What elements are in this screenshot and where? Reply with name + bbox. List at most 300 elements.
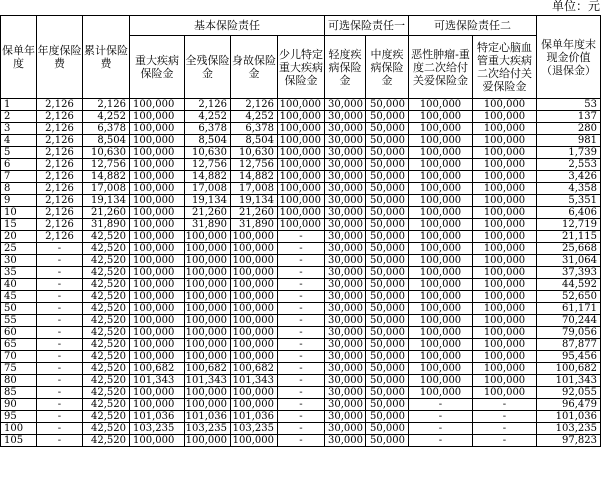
- cell-moderate: 50,000: [366, 231, 409, 243]
- cell-malignant-tumor: 100,000: [409, 291, 473, 303]
- cell-year: 50: [1, 303, 37, 315]
- cell-child-special: -: [278, 327, 325, 339]
- table-row: [1, 195, 601, 207]
- cell-child-special: -: [278, 279, 325, 291]
- cell-cash-value: 87,877: [537, 339, 601, 351]
- cell-cash-value: 6,406: [537, 207, 601, 219]
- cell-child-special: 100,000: [278, 159, 325, 171]
- cell-child-special: -: [278, 243, 325, 255]
- cell-malignant-tumor: -: [409, 399, 473, 411]
- cell-death: 4,252: [231, 111, 278, 123]
- table-row: [1, 243, 601, 255]
- cell-mild: 30,000: [325, 387, 366, 399]
- cell-cash-value: 31,064: [537, 255, 601, 267]
- cell-critical: 100,000: [130, 399, 185, 411]
- cell-cardio: 100,000: [473, 243, 537, 255]
- cell-cash-value: 2,553: [537, 159, 601, 171]
- cell-malignant-tumor: 100,000: [409, 303, 473, 315]
- cell-cardio: 100,000: [473, 207, 537, 219]
- cell-death: 100,000: [231, 243, 278, 255]
- cell-death: 100,000: [231, 435, 278, 447]
- cell-malignant-tumor: -: [409, 435, 473, 447]
- table-row: [1, 327, 601, 339]
- header-year: 保单年度: [1, 16, 37, 99]
- cell-cash-value: 95,456: [537, 351, 601, 363]
- cell-critical: 100,000: [130, 195, 185, 207]
- cell-year: 80: [1, 375, 37, 387]
- cell-critical: 100,000: [130, 207, 185, 219]
- header-death: 身故保险金: [231, 36, 278, 99]
- cell-critical: 100,000: [130, 327, 185, 339]
- cell-moderate: 50,000: [366, 111, 409, 123]
- cell-cash-value: 103,235: [537, 423, 601, 435]
- table-row: [1, 315, 601, 327]
- cell-child-special: -: [278, 363, 325, 375]
- cell-cardio: 100,000: [473, 195, 537, 207]
- cell-annual-premium: -: [37, 291, 83, 303]
- cell-cash-value: 52,650: [537, 291, 601, 303]
- cell-cash-value: 101,036: [537, 411, 601, 423]
- cell-critical: 100,000: [130, 255, 185, 267]
- cell-cardio: 100,000: [473, 135, 537, 147]
- cell-cash-value: 53: [537, 99, 601, 111]
- cell-death: 12,756: [231, 159, 278, 171]
- cell-cumulative-premium: 12,756: [83, 159, 130, 171]
- cell-annual-premium: -: [37, 387, 83, 399]
- cell-cardio: 100,000: [473, 159, 537, 171]
- cell-malignant-tumor: 100,000: [409, 183, 473, 195]
- cell-mild: 30,000: [325, 435, 366, 447]
- cell-cardio: 100,000: [473, 339, 537, 351]
- cell-year: 2: [1, 111, 37, 123]
- table-row: [1, 291, 601, 303]
- cell-death: 6,378: [231, 123, 278, 135]
- cell-child-special: -: [278, 315, 325, 327]
- cell-death: 100,000: [231, 279, 278, 291]
- table-row: [1, 207, 601, 219]
- cell-cardio: 100,000: [473, 231, 537, 243]
- table-row: [1, 231, 601, 243]
- cell-child-special: 100,000: [278, 147, 325, 159]
- cell-critical: 100,000: [130, 243, 185, 255]
- cell-cash-value: 100,682: [537, 363, 601, 375]
- cell-child-special: -: [278, 351, 325, 363]
- cell-malignant-tumor: 100,000: [409, 231, 473, 243]
- cell-year: 7: [1, 171, 37, 183]
- cell-child-special: -: [278, 303, 325, 315]
- cell-year: 65: [1, 339, 37, 351]
- cell-year: 35: [1, 267, 37, 279]
- cell-mild: 30,000: [325, 399, 366, 411]
- cell-full-rest: 10,630: [185, 147, 231, 159]
- cell-moderate: 50,000: [366, 135, 409, 147]
- cell-moderate: 50,000: [366, 183, 409, 195]
- cell-year: 60: [1, 327, 37, 339]
- cell-annual-premium: -: [37, 315, 83, 327]
- cell-year: 95: [1, 411, 37, 423]
- cell-malignant-tumor: 100,000: [409, 267, 473, 279]
- header-moderate: 中度疾病保险金: [366, 36, 409, 99]
- table-row: [1, 363, 601, 375]
- cell-cardio: -: [473, 435, 537, 447]
- cell-cardio: 100,000: [473, 375, 537, 387]
- cell-malignant-tumor: 100,000: [409, 387, 473, 399]
- cell-moderate: 50,000: [366, 219, 409, 231]
- cell-moderate: 50,000: [366, 315, 409, 327]
- cell-annual-premium: 2,126: [37, 99, 83, 111]
- cell-full-rest: 100,000: [185, 243, 231, 255]
- cell-death: 103,235: [231, 423, 278, 435]
- benefit-table: [0, 15, 601, 447]
- cell-year: 40: [1, 279, 37, 291]
- cell-child-special: 100,000: [278, 111, 325, 123]
- cell-death: 101,036: [231, 411, 278, 423]
- table-row: [1, 351, 601, 363]
- cell-cardio: 100,000: [473, 183, 537, 195]
- cell-mild: 30,000: [325, 267, 366, 279]
- cell-mild: 30,000: [325, 339, 366, 351]
- cell-year: 3: [1, 123, 37, 135]
- cell-cardio: 100,000: [473, 387, 537, 399]
- cell-cardio: 100,000: [473, 267, 537, 279]
- cell-full-rest: 100,682: [185, 363, 231, 375]
- cell-moderate: 50,000: [366, 147, 409, 159]
- cell-cumulative-premium: 42,520: [83, 387, 130, 399]
- cell-full-rest: 100,000: [185, 291, 231, 303]
- cell-cumulative-premium: 4,252: [83, 111, 130, 123]
- cell-death: 10,630: [231, 147, 278, 159]
- cell-year: 75: [1, 363, 37, 375]
- cell-year: 45: [1, 291, 37, 303]
- cell-death: 17,008: [231, 183, 278, 195]
- cell-death: 100,000: [231, 327, 278, 339]
- cell-critical: 100,000: [130, 147, 185, 159]
- cell-critical: 100,000: [130, 279, 185, 291]
- cell-cardio: 100,000: [473, 279, 537, 291]
- table-row: [1, 303, 601, 315]
- cell-moderate: 50,000: [366, 99, 409, 111]
- cell-moderate: 50,000: [366, 243, 409, 255]
- cell-cumulative-premium: 42,520: [83, 339, 130, 351]
- cell-malignant-tumor: 100,000: [409, 195, 473, 207]
- cell-cardio: 100,000: [473, 291, 537, 303]
- cell-malignant-tumor: 100,000: [409, 255, 473, 267]
- header-child-special: 少儿特定重大疾病保险金: [278, 36, 325, 99]
- cell-cumulative-premium: 42,520: [83, 399, 130, 411]
- cell-cardio: -: [473, 399, 537, 411]
- cell-cash-value: 137: [537, 111, 601, 123]
- cell-cumulative-premium: 42,520: [83, 327, 130, 339]
- cell-cash-value: 12,719: [537, 219, 601, 231]
- table-row: [1, 219, 601, 231]
- table-row: [1, 339, 601, 351]
- cell-malignant-tumor: 100,000: [409, 351, 473, 363]
- cell-malignant-tumor: 100,000: [409, 111, 473, 123]
- cell-mild: 30,000: [325, 99, 366, 111]
- cell-year: 85: [1, 387, 37, 399]
- cell-year: 55: [1, 315, 37, 327]
- cell-moderate: 50,000: [366, 303, 409, 315]
- cell-annual-premium: -: [37, 351, 83, 363]
- cell-annual-premium: 2,126: [37, 159, 83, 171]
- cell-full-rest: 100,000: [185, 231, 231, 243]
- cell-death: 21,260: [231, 207, 278, 219]
- cell-year: 9: [1, 195, 37, 207]
- cell-year: 10: [1, 207, 37, 219]
- cell-annual-premium: 2,126: [37, 111, 83, 123]
- cell-full-rest: 101,036: [185, 411, 231, 423]
- cell-moderate: 50,000: [366, 363, 409, 375]
- cell-critical: 100,000: [130, 123, 185, 135]
- cell-mild: 30,000: [325, 255, 366, 267]
- header-cumulative-premium: 累计保险费: [83, 16, 130, 99]
- cell-critical: 100,000: [130, 111, 185, 123]
- cell-mild: 30,000: [325, 411, 366, 423]
- cell-cardio: 100,000: [473, 147, 537, 159]
- table-body: [1, 99, 601, 447]
- table-row: [1, 267, 601, 279]
- cell-cash-value: 37,393: [537, 267, 601, 279]
- cell-child-special: -: [278, 255, 325, 267]
- cell-moderate: 50,000: [366, 159, 409, 171]
- cell-cumulative-premium: 42,520: [83, 231, 130, 243]
- cell-cash-value: 3,426: [537, 171, 601, 183]
- cell-year: 6: [1, 159, 37, 171]
- cell-child-special: 100,000: [278, 123, 325, 135]
- header-mild: 轻度疾病保险金: [325, 36, 366, 99]
- cell-mild: 30,000: [325, 159, 366, 171]
- cell-child-special: -: [278, 423, 325, 435]
- header-full-rest: 全残保险金: [185, 36, 231, 99]
- cell-moderate: 50,000: [366, 411, 409, 423]
- cell-full-rest: 12,756: [185, 159, 231, 171]
- cell-year: 30: [1, 255, 37, 267]
- cell-cash-value: 79,056: [537, 327, 601, 339]
- cell-malignant-tumor: -: [409, 411, 473, 423]
- cell-full-rest: 100,000: [185, 267, 231, 279]
- cell-critical: 100,682: [130, 363, 185, 375]
- cell-moderate: 50,000: [366, 207, 409, 219]
- table-row: [1, 255, 601, 267]
- cell-annual-premium: -: [37, 303, 83, 315]
- cell-death: 100,000: [231, 255, 278, 267]
- cell-full-rest: 19,134: [185, 195, 231, 207]
- table-row: [1, 123, 601, 135]
- cell-cumulative-premium: 19,134: [83, 195, 130, 207]
- cell-critical: 100,000: [130, 183, 185, 195]
- cell-cumulative-premium: 42,520: [83, 291, 130, 303]
- cell-year: 4: [1, 135, 37, 147]
- cell-full-rest: 100,000: [185, 303, 231, 315]
- cell-child-special: -: [278, 387, 325, 399]
- cell-malignant-tumor: 100,000: [409, 243, 473, 255]
- cell-year: 15: [1, 219, 37, 231]
- cell-mild: 30,000: [325, 183, 366, 195]
- cell-full-rest: 100,000: [185, 339, 231, 351]
- cell-annual-premium: 2,126: [37, 135, 83, 147]
- cell-critical: 100,000: [130, 159, 185, 171]
- cell-cardio: 100,000: [473, 171, 537, 183]
- cell-mild: 30,000: [325, 231, 366, 243]
- table-row: [1, 147, 601, 159]
- cell-child-special: -: [278, 399, 325, 411]
- cell-child-special: 100,000: [278, 171, 325, 183]
- cell-full-rest: 100,000: [185, 399, 231, 411]
- cell-mild: 30,000: [325, 135, 366, 147]
- cell-death: 100,000: [231, 315, 278, 327]
- cell-annual-premium: -: [37, 399, 83, 411]
- cell-cardio: 100,000: [473, 351, 537, 363]
- cell-death: 100,000: [231, 303, 278, 315]
- cell-cardio: 100,000: [473, 303, 537, 315]
- cell-child-special: -: [278, 291, 325, 303]
- cell-critical: 100,000: [130, 135, 185, 147]
- cell-cash-value: 280: [537, 123, 601, 135]
- cell-malignant-tumor: 100,000: [409, 279, 473, 291]
- cell-full-rest: 100,000: [185, 351, 231, 363]
- cell-moderate: 50,000: [366, 339, 409, 351]
- header-malignant-tumor: 恶性肿瘤-重度二次给付关爱保险金: [409, 36, 473, 99]
- cell-critical: 100,000: [130, 291, 185, 303]
- cell-death: 100,682: [231, 363, 278, 375]
- cell-malignant-tumor: 100,000: [409, 207, 473, 219]
- table-row: [1, 423, 601, 435]
- cell-critical: 100,000: [130, 171, 185, 183]
- cell-critical: 100,000: [130, 303, 185, 315]
- cell-full-rest: 100,000: [185, 255, 231, 267]
- header-critical: 重大疾病保险金: [130, 36, 185, 99]
- cell-annual-premium: 2,126: [37, 123, 83, 135]
- header-annual-premium: 年度保险费: [37, 16, 83, 99]
- cell-moderate: 50,000: [366, 171, 409, 183]
- cell-cumulative-premium: 42,520: [83, 375, 130, 387]
- cell-death: 100,000: [231, 267, 278, 279]
- cell-death: 100,000: [231, 399, 278, 411]
- cell-annual-premium: -: [37, 435, 83, 447]
- cell-mild: 30,000: [325, 219, 366, 231]
- cell-death: 100,000: [231, 387, 278, 399]
- cell-cash-value: 21,115: [537, 231, 601, 243]
- cell-mild: 30,000: [325, 195, 366, 207]
- cell-moderate: 50,000: [366, 351, 409, 363]
- cell-cardio: 100,000: [473, 255, 537, 267]
- cell-moderate: 50,000: [366, 291, 409, 303]
- header-cash-value: 保单年度末现金价值（退保金）: [537, 16, 601, 99]
- cell-cumulative-premium: 42,520: [83, 423, 130, 435]
- table-row: [1, 387, 601, 399]
- cell-cumulative-premium: 42,520: [83, 267, 130, 279]
- cell-cumulative-premium: 17,008: [83, 183, 130, 195]
- cell-cardio: 100,000: [473, 111, 537, 123]
- cell-critical: 103,235: [130, 423, 185, 435]
- cell-cumulative-premium: 42,520: [83, 315, 130, 327]
- cell-mild: 30,000: [325, 291, 366, 303]
- cell-malignant-tumor: 100,000: [409, 327, 473, 339]
- cell-critical: 100,000: [130, 339, 185, 351]
- table-row: [1, 411, 601, 423]
- cell-critical: 100,000: [130, 315, 185, 327]
- cell-cumulative-premium: 42,520: [83, 243, 130, 255]
- cell-year: 90: [1, 399, 37, 411]
- cell-malignant-tumor: 100,000: [409, 123, 473, 135]
- cell-cumulative-premium: 42,520: [83, 255, 130, 267]
- cell-annual-premium: 2,126: [37, 219, 83, 231]
- cell-cash-value: 92,055: [537, 387, 601, 399]
- cell-moderate: 50,000: [366, 267, 409, 279]
- cell-death: 2,126: [231, 99, 278, 111]
- cell-child-special: 100,000: [278, 219, 325, 231]
- unit-label: 单位：元: [551, 0, 600, 13]
- cell-cash-value: 25,668: [537, 243, 601, 255]
- cell-death: 100,000: [231, 231, 278, 243]
- cell-moderate: 50,000: [366, 435, 409, 447]
- cell-moderate: 50,000: [366, 123, 409, 135]
- cell-full-rest: 100,000: [185, 327, 231, 339]
- cell-mild: 30,000: [325, 315, 366, 327]
- cell-full-rest: 100,000: [185, 279, 231, 291]
- cell-moderate: 50,000: [366, 195, 409, 207]
- cell-death: 100,000: [231, 351, 278, 363]
- cell-death: 19,134: [231, 195, 278, 207]
- cell-cash-value: 5,351: [537, 195, 601, 207]
- cell-child-special: -: [278, 411, 325, 423]
- cell-full-rest: 8,504: [185, 135, 231, 147]
- cell-moderate: 50,000: [366, 327, 409, 339]
- cell-full-rest: 2,126: [185, 99, 231, 111]
- cell-full-rest: 6,378: [185, 123, 231, 135]
- cell-cumulative-premium: 10,630: [83, 147, 130, 159]
- cell-death: 100,000: [231, 339, 278, 351]
- cell-mild: 30,000: [325, 423, 366, 435]
- cell-death: 8,504: [231, 135, 278, 147]
- cell-death: 101,343: [231, 375, 278, 387]
- cell-child-special: 100,000: [278, 207, 325, 219]
- cell-malignant-tumor: 100,000: [409, 219, 473, 231]
- cell-cumulative-premium: 42,520: [83, 411, 130, 423]
- cell-cash-value: 4,358: [537, 183, 601, 195]
- cell-mild: 30,000: [325, 327, 366, 339]
- cell-cumulative-premium: 14,882: [83, 171, 130, 183]
- cell-child-special: -: [278, 231, 325, 243]
- table-row: [1, 135, 601, 147]
- cell-cardio: -: [473, 411, 537, 423]
- cell-full-rest: 100,000: [185, 387, 231, 399]
- cell-critical: 101,036: [130, 411, 185, 423]
- cell-moderate: 50,000: [366, 387, 409, 399]
- cell-mild: 30,000: [325, 171, 366, 183]
- cell-full-rest: 101,343: [185, 375, 231, 387]
- cell-full-rest: 100,000: [185, 435, 231, 447]
- cell-moderate: 50,000: [366, 279, 409, 291]
- cell-cumulative-premium: 42,520: [83, 303, 130, 315]
- cell-death: 14,882: [231, 171, 278, 183]
- cell-cash-value: 1,739: [537, 147, 601, 159]
- cell-critical: 101,343: [130, 375, 185, 387]
- cell-mild: 30,000: [325, 147, 366, 159]
- cell-annual-premium: -: [37, 243, 83, 255]
- cell-cash-value: 44,592: [537, 279, 601, 291]
- cell-cardio: 100,000: [473, 315, 537, 327]
- cell-death: 31,890: [231, 219, 278, 231]
- cell-full-rest: 103,235: [185, 423, 231, 435]
- cell-death: 100,000: [231, 291, 278, 303]
- cell-cumulative-premium: 21,260: [83, 207, 130, 219]
- cell-malignant-tumor: 100,000: [409, 315, 473, 327]
- header-cardio: 特定心脑血管重大疾病二次给付关爱保险金: [473, 36, 537, 99]
- table-row: [1, 99, 601, 111]
- cell-year: 8: [1, 183, 37, 195]
- cell-mild: 30,000: [325, 123, 366, 135]
